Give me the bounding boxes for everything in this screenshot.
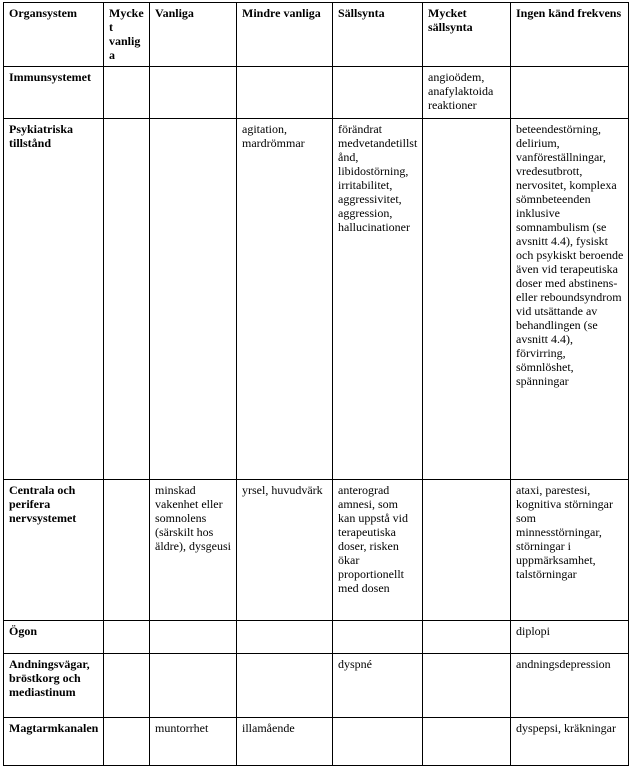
header-common: Vanliga: [150, 3, 237, 67]
common-cell: minskad vakenhet eller somnolens (särskilt hos äldre), dysgeusi: [150, 480, 237, 621]
uncommon-cell: [237, 654, 333, 718]
organ-cell: Magtarmkanalen: [4, 718, 104, 766]
header-rare: Sällsynta: [333, 3, 423, 67]
unknown-frequency-cell: diplopi: [511, 621, 629, 654]
header-very-rare: Mycket sällsynta: [423, 3, 511, 67]
rare-cell: [333, 67, 423, 119]
unknown-frequency-cell: beteendestörning, delirium, vanföreställningar, vredesutbrott, nervositet, komplexa sömnbeteenden inklusive somnambulism (se avsnitt 4.4), fysiskt och psykiskt beroende även vid terapeutiska doser med abstinens- eller reboundsyndrom vid utsättande av behandlingen (se avsnitt 4.4), förvirring, sömnlöshet, spänningar: [511, 119, 629, 480]
common-cell: [150, 67, 237, 119]
very-rare-cell: [423, 621, 511, 654]
unknown-frequency-cell: [511, 67, 629, 119]
very-common-cell: [104, 67, 150, 119]
common-cell: [150, 119, 237, 480]
rare-cell: [333, 718, 423, 766]
rare-cell: förändrat medvetandetillstånd, libidostörning, irritabilitet, aggressivitet, aggression, hallucinationer: [333, 119, 423, 480]
very-rare-cell: [423, 654, 511, 718]
organ-cell: Immunsystemet: [4, 67, 104, 119]
table-row: [4, 119, 629, 480]
very-common-cell: [104, 718, 150, 766]
very-rare-cell: angioödem, anafylaktoida reaktioner: [423, 67, 511, 119]
table-row: [4, 480, 629, 621]
table-row: [4, 67, 629, 119]
uncommon-cell: [237, 67, 333, 119]
common-cell: [150, 621, 237, 654]
adverse-reactions-table: [3, 2, 629, 766]
rare-cell: dyspné: [333, 654, 423, 718]
very-rare-cell: [423, 119, 511, 480]
header-uncommon: Mindre vanliga: [237, 3, 333, 67]
uncommon-cell: agitation, mardrömmar: [237, 119, 333, 480]
header-unknown-frequency: Ingen känd frekvens: [511, 3, 629, 67]
very-rare-cell: [423, 718, 511, 766]
rare-cell: [333, 621, 423, 654]
common-cell: [150, 654, 237, 718]
header-very-common: Mycket vanliga: [104, 3, 150, 67]
very-rare-cell: [423, 480, 511, 621]
table-row: [4, 654, 629, 718]
uncommon-cell: yrsel, huvudvärk: [237, 480, 333, 621]
table-row: [4, 718, 629, 766]
table-row: [4, 621, 629, 654]
very-common-cell: [104, 119, 150, 480]
organ-cell: Centrala och perifera nervsystemet: [4, 480, 104, 621]
very-common-cell: [104, 480, 150, 621]
uncommon-cell: illamående: [237, 718, 333, 766]
organ-cell: Andningsvägar, bröstkorg och mediastinum: [4, 654, 104, 718]
header-organ-system: Organsystem: [4, 3, 104, 67]
unknown-frequency-cell: ataxi, parestesi, kognitiva störningar som minnesstörningar, störningar i uppmärksamhet, talstörningar: [511, 480, 629, 621]
very-common-cell: [104, 654, 150, 718]
table-header-row: [4, 3, 629, 67]
uncommon-cell: [237, 621, 333, 654]
organ-cell: Psykiatriska tillstånd: [4, 119, 104, 480]
unknown-frequency-cell: andningsdepression: [511, 654, 629, 718]
unknown-frequency-cell: dyspepsi, kräkningar: [511, 718, 629, 766]
organ-cell: Ögon: [4, 621, 104, 654]
common-cell: muntorrhet: [150, 718, 237, 766]
rare-cell: anterograd amnesi, som kan uppstå vid terapeutiska doser, risken ökar proportionellt med dosen: [333, 480, 423, 621]
very-common-cell: [104, 621, 150, 654]
